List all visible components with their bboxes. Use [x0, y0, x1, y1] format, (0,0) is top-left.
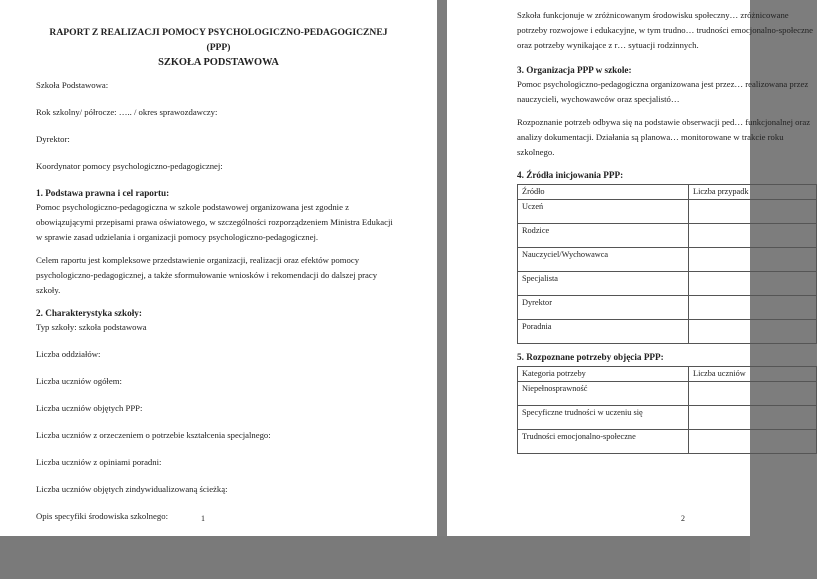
table-cell [689, 382, 817, 406]
field-school-year: Rok szkolny/ półrocze: ….. / okres sprawozdawczy: [36, 107, 218, 117]
table-cell: Rodzice [518, 224, 689, 248]
table-cell: Trudności emocjonalno-społeczne [518, 430, 689, 454]
table-row [518, 272, 817, 296]
field-environment-description: Opis specyfiki środowiska szkolnego: [36, 511, 168, 521]
field-clinic-opinions: Liczba uczniów z opiniami poradni: [36, 457, 162, 467]
table-header-row [518, 367, 817, 382]
field-director: Dyrektor: [36, 134, 70, 144]
table-row [518, 406, 817, 430]
report-title: RAPORT Z REALIZACJI POMOCY PSYCHOLOGICZNO-PEDAGOGICZNEJ [49, 27, 388, 38]
report-title-abbrev: (PPP) [206, 42, 231, 53]
table-row [518, 200, 817, 224]
field-school: Szkoła Podstawowa: [36, 80, 109, 90]
table-row [518, 296, 817, 320]
table-cell [689, 296, 817, 320]
section-1-paragraph-1: Pomoc psychologiczno-pedagogiczna w szkole podstawowej organizowana jest zgodnie z obowiązującymi przepisami prawa oświatowego, w szczególności rozporządzeniem Ministra Edukacji w sprawie zasad udzielania i organizacji pomocy psychologiczno-pedagogicznej. [36, 202, 393, 242]
table-header-row [518, 185, 817, 200]
table-row [518, 320, 817, 344]
field-coordinator: Koordynator pomocy psychologiczno-pedagogicznej: [36, 161, 223, 171]
report-subtitle: SZKOŁA PODSTAWOWA [158, 57, 279, 68]
table-cell [689, 224, 817, 248]
section-3-heading: 3. Organizacja PPP w szkole: [517, 65, 632, 75]
table-row [518, 248, 817, 272]
table-row [518, 430, 817, 454]
table-header-cell: Źródło [518, 185, 689, 200]
document-page-1 [0, 0, 437, 536]
table-header-cell: Liczba uczniów [689, 367, 817, 382]
section-5-heading: 5. Rozpoznane potrzeby objęcia PPP: [517, 352, 664, 362]
page-number: 2 [681, 514, 685, 523]
table-header-cell: Liczba przypadk [689, 185, 817, 200]
section-1-paragraph-2: Celem raportu jest kompleksowe przedstawienie organizacji, realizacji oraz efektów pomocy psychologiczno-pedagogicznej, a także sformułowanie wniosków i rekomendacji do dalszej pracy szkoły. [36, 255, 378, 295]
field-school-type: Typ szkoły: szkoła podstawowa [36, 322, 147, 332]
field-special-needs-students: Liczba uczniów z orzeczeniem o potrzebie kształcenia specjalnego: [36, 430, 271, 440]
page-number: 1 [201, 514, 205, 523]
intro-paragraph: Szkoła funkcjonuje w zróżnicowanym środowisku społeczny… zróżnicowane potrzeby rozwojowe i edukacyjne, w tym trudno… trudności emocjonalno-społeczne oraz potrzeby wynikające z r… sytuacji rodzinnych. [517, 10, 814, 50]
section-1-heading: 1. Podstawa prawna i cel raportu: [36, 188, 170, 198]
table-cell: Poradnia [518, 320, 689, 344]
table-cell [689, 272, 817, 296]
table-cell [689, 320, 817, 344]
field-student-count: Liczba uczniów ogółem: [36, 376, 122, 386]
table-cell: Nauczyciel/Wychowawca [518, 248, 689, 272]
table-cell [689, 406, 817, 430]
table-header-cell: Kategoria potrzeby [518, 367, 689, 382]
table-cell: Specjalista [518, 272, 689, 296]
field-class-count: Liczba oddziałów: [36, 349, 101, 359]
field-individual-path: Liczba uczniów objętych zindywidualizowaną ścieżką: [36, 484, 228, 494]
section-2-heading: 2. Charakterystyka szkoły: [36, 308, 142, 318]
table-cell [689, 200, 817, 224]
needs-table [517, 366, 817, 454]
table-cell: Niepełnosprawność [518, 382, 689, 406]
table-row [518, 382, 817, 406]
sources-table [517, 184, 817, 344]
viewer-background [0, 536, 750, 579]
table-cell [689, 248, 817, 272]
section-3-paragraph-2: Rozpoznanie potrzeb odbywa się na podstawie obserwacji ped… funkcjonalnej oraz analizy dokumentacji. Działania są planowa… monitorowane w trakcie roku szkolnego. [517, 117, 811, 157]
table-cell: Specyficzne trudności w uczeniu się [518, 406, 689, 430]
document-page-2 [447, 0, 814, 536]
section-3-paragraph-1: Pomoc psychologiczno-pedagogiczna organizowana jest przez… realizowana przez nauczycieli, wychowawców oraz specjalistó… [517, 79, 809, 104]
table-row [518, 224, 817, 248]
table-cell: Dyrektor [518, 296, 689, 320]
table-cell [689, 430, 817, 454]
table-cell: Uczeń [518, 200, 689, 224]
section-4-heading: 4. Źródła inicjowania PPP: [517, 170, 624, 180]
field-ppp-students: Liczba uczniów objętych PPP: [36, 403, 143, 413]
